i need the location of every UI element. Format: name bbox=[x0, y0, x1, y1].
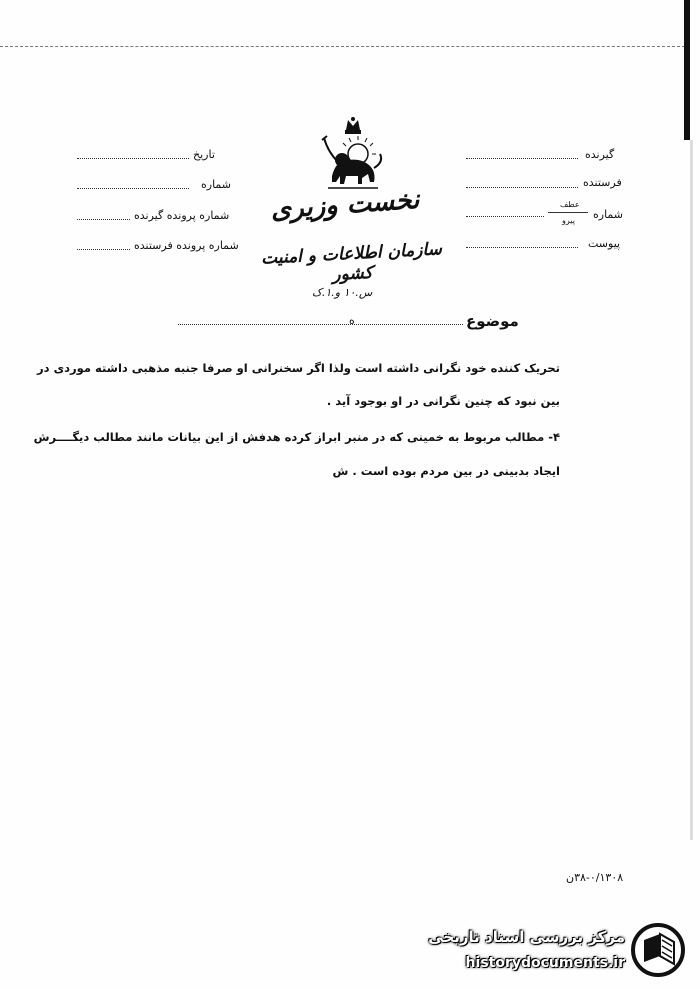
sender-file-dots bbox=[77, 249, 130, 250]
attachment-label: پیوست bbox=[588, 237, 621, 250]
body-line-3: ۴- مطالب مربوط به خمینی که در منبر ابراز کرده هدفش از این بیانات مانند مطالب دیگــــرش bbox=[33, 430, 560, 444]
number-ref-top: عطف bbox=[560, 200, 580, 209]
number-dots bbox=[466, 216, 544, 217]
date-dots bbox=[77, 158, 189, 159]
subject-label: موضوع bbox=[466, 312, 519, 330]
top-divider bbox=[0, 46, 685, 47]
letterhead-title: نخست وزیری bbox=[269, 184, 421, 226]
body-line-1: تحریک کننده خود نگرانی داشته است ولذا اگر سخنرانی او صرفا جنبه مذهبی داشته موردی در bbox=[37, 361, 560, 375]
number-ref-bottom: پیرو bbox=[562, 216, 575, 225]
body-line-4: ایجاد بدبینی در بین مردم بوده است . ش bbox=[332, 464, 560, 478]
sender-dots bbox=[466, 187, 578, 188]
receiver-dots bbox=[466, 158, 578, 159]
number-label: شماره bbox=[593, 208, 624, 221]
receiver-file-label: شماره پرونده گیرنده bbox=[134, 209, 230, 222]
left-number-dots bbox=[77, 188, 189, 189]
subject-dots bbox=[178, 324, 463, 325]
number-ref-divider bbox=[548, 212, 588, 213]
scan-edge bbox=[684, 0, 690, 140]
receiver-file-dots bbox=[77, 219, 130, 220]
lion-and-sun-crest-icon bbox=[318, 116, 388, 196]
date-label: تاریخ bbox=[193, 148, 215, 161]
watermark-name: مرکز بررسی اسناد تاریخی bbox=[428, 928, 625, 946]
attachment-dots bbox=[466, 247, 578, 248]
history-documents-logo-icon bbox=[630, 922, 686, 978]
sender-file-label: شماره پرونده فرستنده bbox=[134, 239, 239, 252]
watermark-site: historydocuments.ir bbox=[465, 955, 625, 971]
department-code: س.۱۰ و.۱.ک bbox=[312, 286, 373, 299]
organization-name: سازمان اطلاعات و امنیت کشور bbox=[260, 239, 443, 286]
body-line-2: بین نبود که چنین نگرانی در او بوجود آید . bbox=[326, 394, 560, 408]
document-serial: ۳۸-۰/۱۳۰۸ن bbox=[566, 871, 624, 884]
scan-edge-shadow bbox=[690, 140, 693, 840]
left-number-label: شماره bbox=[201, 178, 232, 191]
receiver-label: گیرنده bbox=[585, 148, 615, 161]
sender-label: فرستنده bbox=[583, 176, 622, 189]
subject-mark: ه bbox=[349, 314, 355, 327]
